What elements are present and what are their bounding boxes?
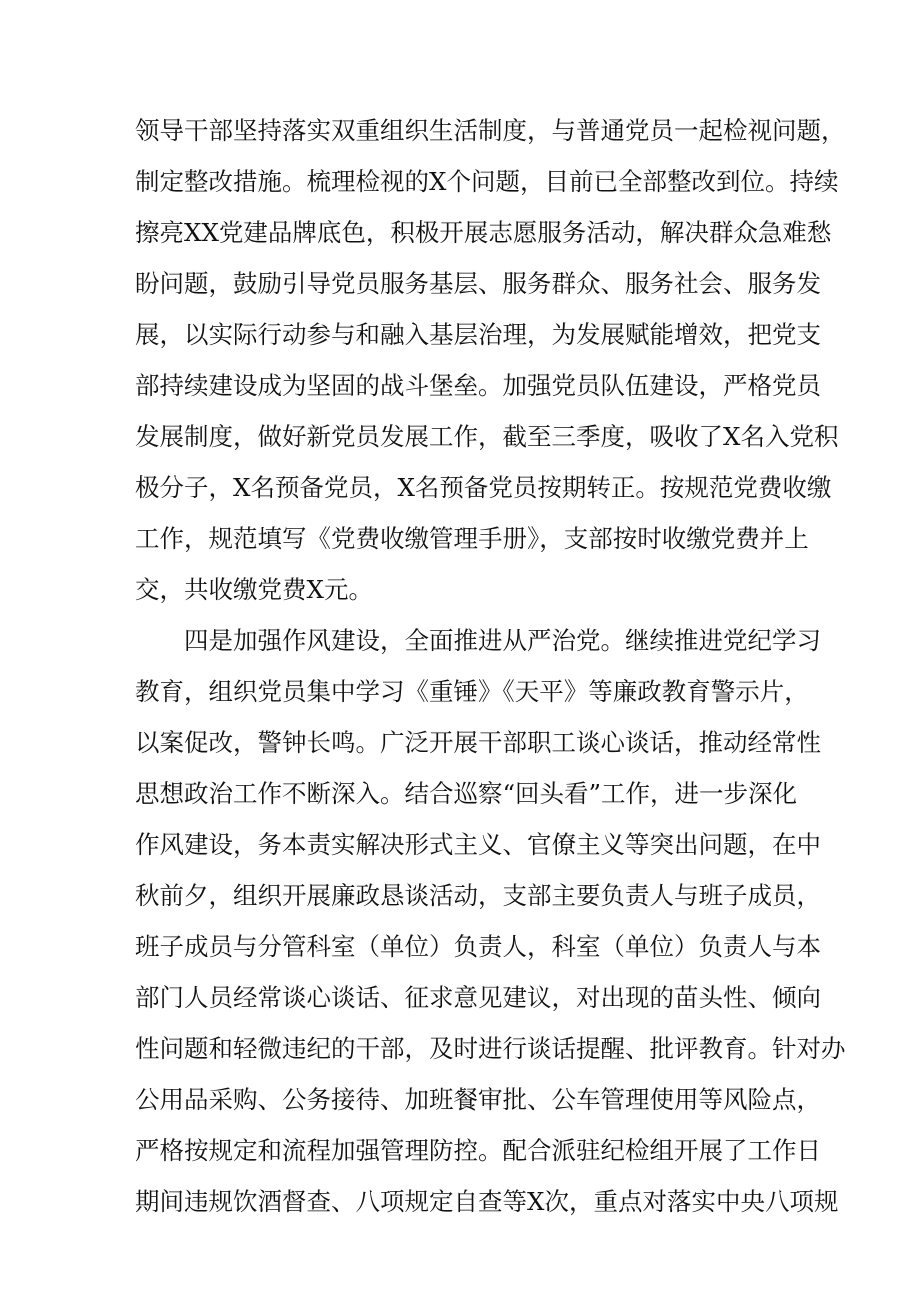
paragraph-line: 思想政治工作不断深入。结合巡察“回头看”工作，进一步深化 <box>135 779 798 808</box>
paragraph-line: 以案促改，警钟长鸣。广泛开展干部职工谈心谈话，推动经常性 <box>135 728 821 757</box>
paragraph-line: 作风建设，务本责实解决形式主义、官僚主义等突出问题，在中 <box>135 830 821 859</box>
paragraph-line: 盼问题，鼓励引导党员服务基层、服务群众、服务社会、服务发 <box>135 269 821 298</box>
paragraph-line: 部持续建设成为坚固的战斗堡垒。加强党员队伍建设，严格党员 <box>135 371 821 400</box>
paragraph-line: 公用品采购、公务接待、加班餐审批、公车管理使用等风险点， <box>135 1085 821 1114</box>
paragraph-line: 极分子，X名预备党员，X名预备党员按期转正。按规范党费收缴 <box>135 473 832 502</box>
paragraph-line: 部门人员经常谈心谈话、征求意见建议，对出现的苗头性、倾向 <box>135 983 821 1012</box>
paragraph-line: 四是加强作风建设，全面推进从严治党。继续推进党纪学习 <box>184 626 821 655</box>
paragraph-line: 擦亮XX党建品牌底色，积极开展志愿服务活动，解决群众急难愁 <box>135 218 832 247</box>
paragraph-line: 班子成员与分管科室（单位）负责人，科室（单位）负责人与本 <box>135 932 821 961</box>
paragraph-line: 工作，规范填写《党费收缴管理手册》，支部按时收缴党费并上 <box>135 524 809 553</box>
paragraph-line: 交，共收缴党费X元。 <box>135 575 373 604</box>
paragraph-line: 展，以实际行动参与和融入基层治理，为发展赋能增效，把党支 <box>135 320 821 349</box>
paragraph-line: 期间违规饮酒督查、八项规定自查等X次，重点对落实中央八项规 <box>135 1187 839 1216</box>
document-body <box>135 105 846 1227</box>
paragraph-1 <box>135 105 846 615</box>
paragraph-2 <box>135 615 846 1227</box>
paragraph-line: 发展制度，做好新党员发展工作，截至三季度，吸收了X名入党积 <box>135 422 839 451</box>
paragraph-line: 严格按规定和流程加强管理防控。配合派驻纪检组开展了工作日 <box>135 1136 821 1165</box>
paragraph-line: 领导干部坚持落实双重组织生活制度，与普通党员一起检视问题， <box>135 116 846 145</box>
paragraph-line: 制定整改措施。梳理检视的X个问题，目前已全部整改到位。持续 <box>135 167 839 196</box>
paragraph-line: 教育，组织党员集中学习《重锤》《天平》等廉政教育警示片， <box>135 677 809 706</box>
paragraph-line: 性问题和轻微违纪的干部，及时进行谈话提醒、批评教育。针对办 <box>135 1034 846 1063</box>
paragraph-line: 秋前夕，组织开展廉政恳谈活动，支部主要负责人与班子成员， <box>135 881 821 910</box>
